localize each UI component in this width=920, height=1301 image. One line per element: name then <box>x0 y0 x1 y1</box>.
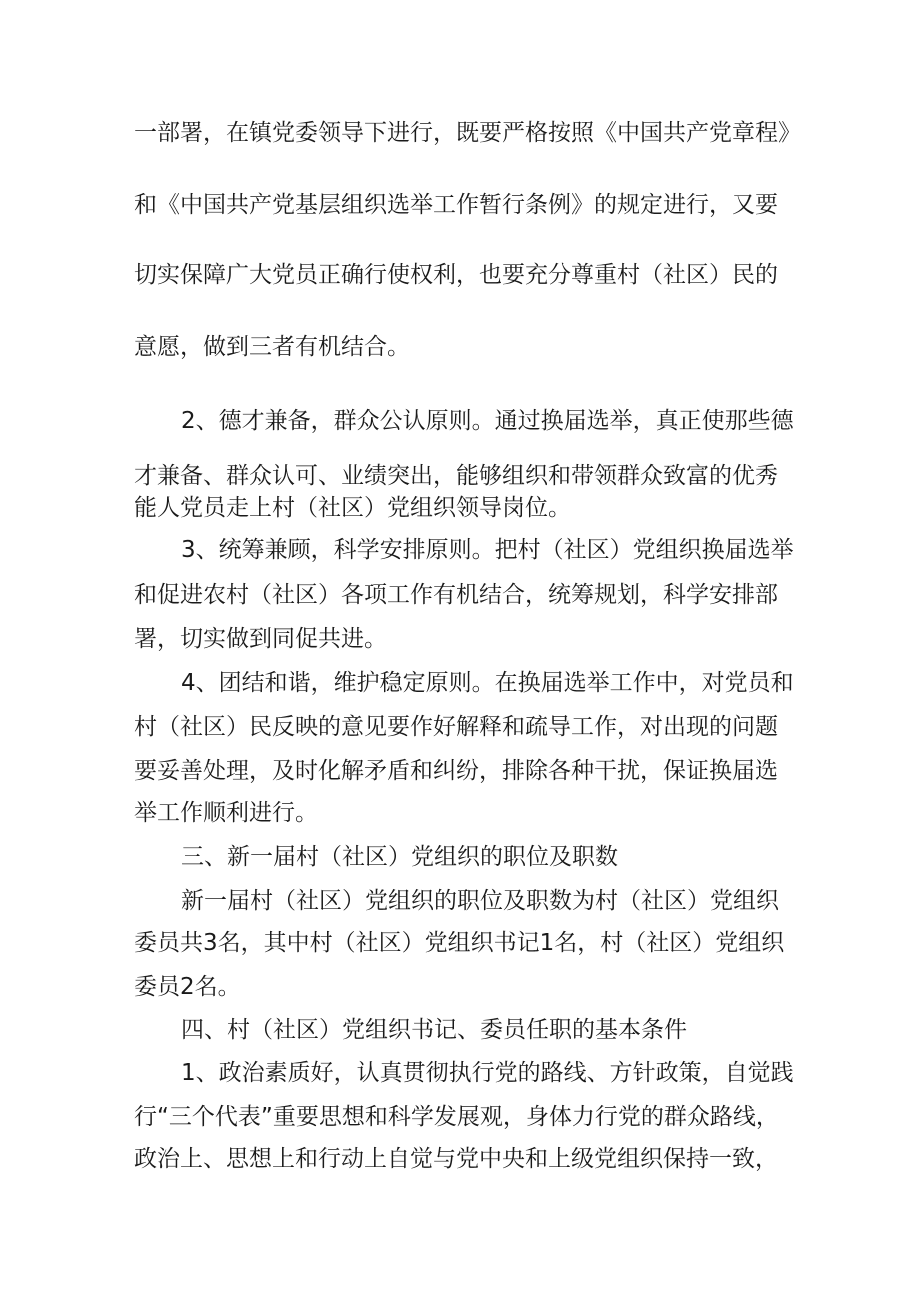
body-text-line: 举工作顺利进行。 <box>134 800 318 826</box>
body-text-line: 新一届村（社区）党组织的职位及职数为村（社区）党组织 <box>181 888 779 914</box>
body-text-line: 和《中国共产党基层组织选举工作暂行条例》的规定进行，又要 <box>134 192 778 218</box>
body-text-line: 行“三个代表”重要思想和科学发展观，身体力行党的群众路线， <box>134 1104 779 1130</box>
body-text-line: 切实保障广大党员正确行使权利，也要充分尊重村（社区）民的 <box>134 262 778 288</box>
body-text-line: 政治上、思想上和行动上自觉与党中央和上级党组织保持一致， <box>134 1146 778 1172</box>
body-text-line: 一部署，在镇党委领导下进行，既要严格按照《中国共产党章程》 <box>134 120 801 146</box>
body-text-line: 署，切实做到同促共进。 <box>134 626 387 652</box>
body-text-line: 和促进农村（社区）各项工作有机结合，统筹规划，科学安排部 <box>134 582 778 608</box>
body-text-line: 意愿，做到三者有机结合。 <box>134 334 410 360</box>
body-text-line: 才兼备、群众认可、业绩突出，能够组织和带领群众致富的优秀 <box>134 463 778 489</box>
body-text-line: 1、政治素质好，认真贯彻执行党的路线、方针政策，自觉践 <box>181 1060 794 1086</box>
body-text-line: 3、统筹兼顾，科学安排原则。把村（社区）党组织换届选举 <box>181 537 794 563</box>
body-text-line: 委员2名。 <box>134 974 241 1000</box>
body-text-line: 4、团结和谐，维护稳定原则。在换届选举工作中，对党员和 <box>181 670 794 696</box>
section-heading: 四、村（社区）党组织书记、委员任职的基本条件 <box>181 1017 687 1043</box>
body-text-line: 2、德才兼备，群众公认原则。通过换届选举，真正使那些德 <box>181 408 794 434</box>
body-text-line: 要妥善处理，及时化解矛盾和纠纷，排除各种干扰，保证换届选 <box>134 758 778 784</box>
section-heading: 三、新一届村（社区）党组织的职位及职数 <box>181 844 618 870</box>
body-text-line: 委员共3名，其中村（社区）党组织书记1名，村（社区）党组织 <box>134 930 785 956</box>
body-text-line: 能人党员走上村（社区）党组织领导岗位。 <box>134 495 571 521</box>
body-text-line: 村（社区）民反映的意见要作好解释和疏导工作，对出现的问题 <box>134 714 778 740</box>
